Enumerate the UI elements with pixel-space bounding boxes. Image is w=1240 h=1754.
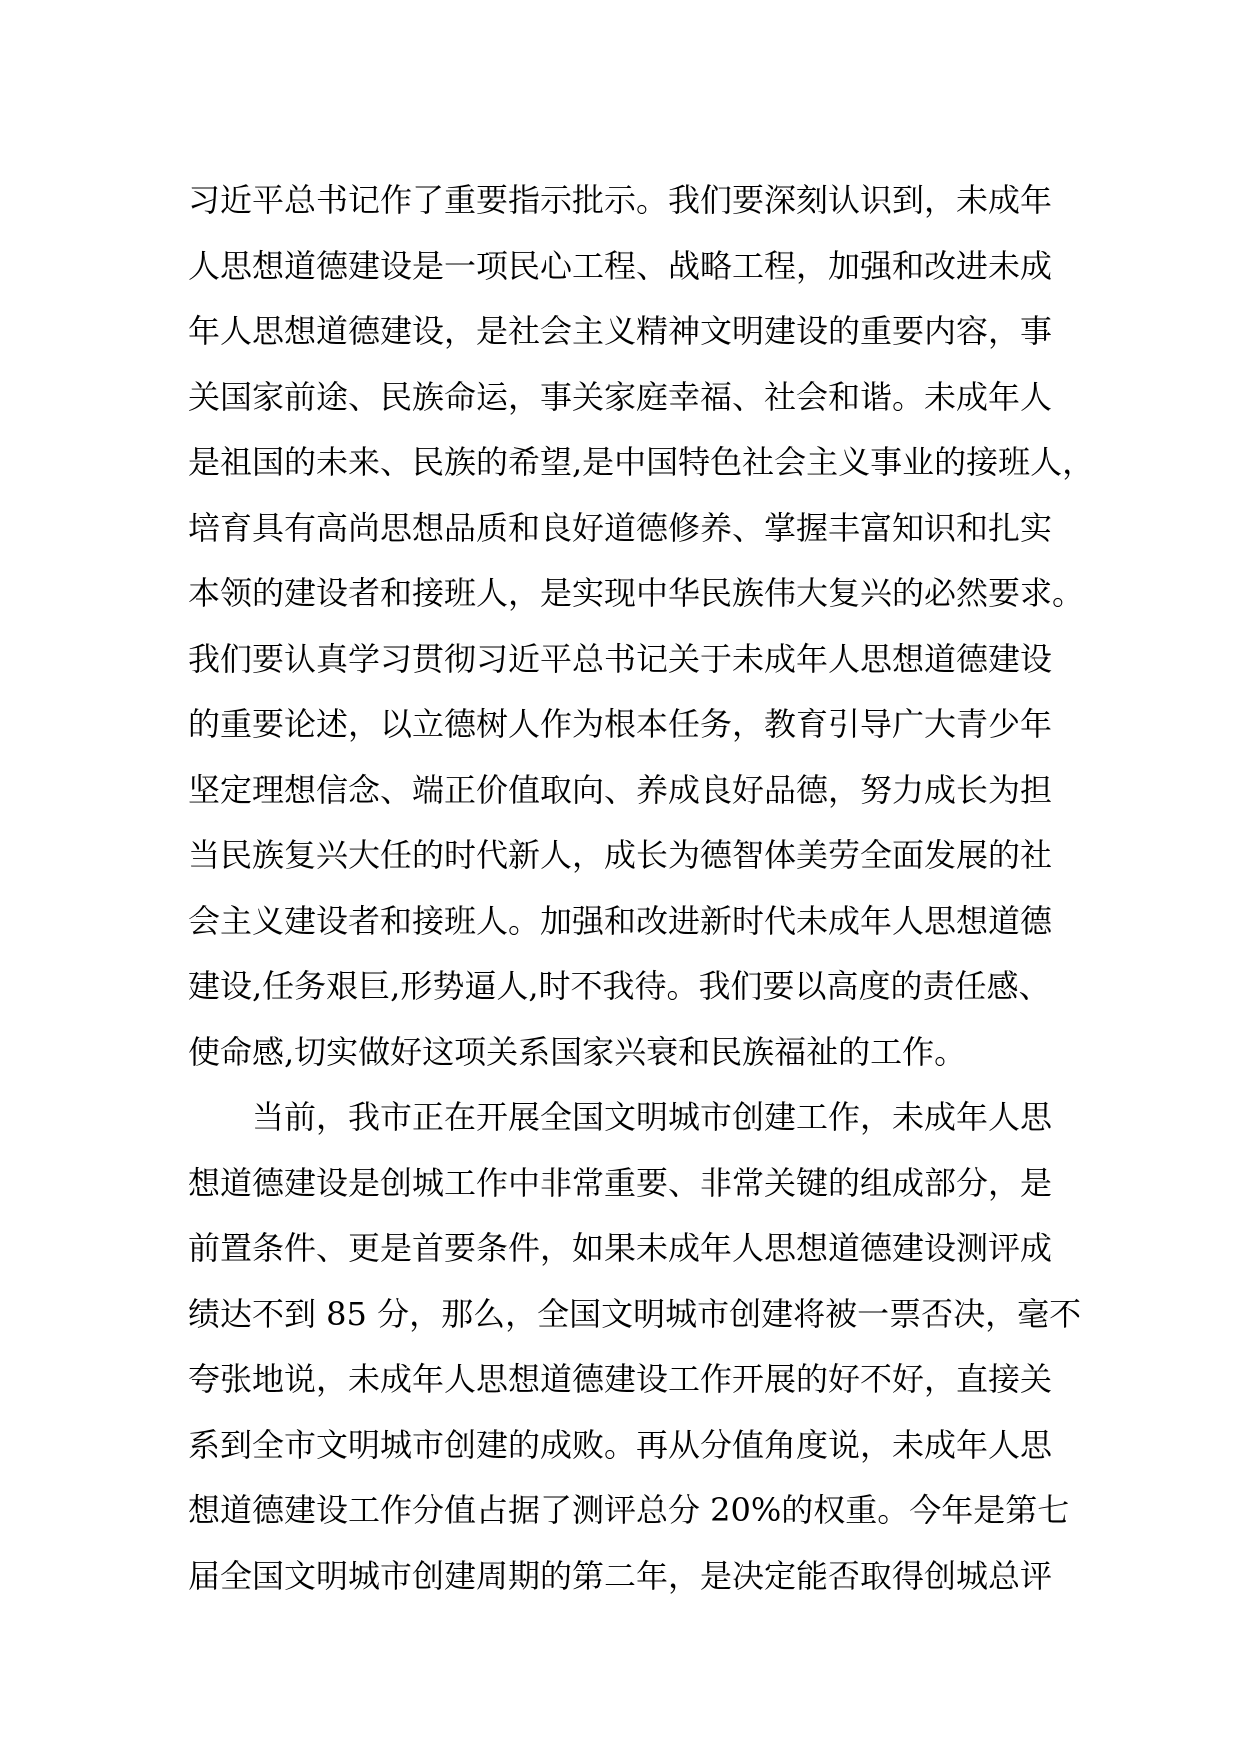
paragraph-1 — [188, 168, 1095, 1085]
text-line: 的重要论述，以立德树人作为根本任务，教育引导广大青少年 — [188, 705, 1053, 743]
text-line: 会主义建设者和接班人。加强和改进新时代未成年人思想道德 — [188, 901, 1053, 940]
text-line: 培育具有高尚思想品质和良好道德修养、掌握丰富知识和扎实 — [188, 508, 1053, 547]
text-line: 想道德建设是创城工作中非常重要、非常关键的组成部分，是 — [188, 1163, 1053, 1202]
text-line: 建设,任务艰巨,形势逼人,时不我待。我们要以高度的责任感、 — [188, 967, 1051, 1005]
text-line: 绩达不到 85 分，那么，全国文明城市创建将被一票否决，毫不 — [188, 1294, 1082, 1333]
text-line: 使命感,切实做好这项关系国家兴衰和民族福祉的工作。 — [188, 1032, 967, 1071]
text-line: 我们要认真学习贯彻习近平总书记关于未成年人思想道德建设 — [188, 639, 1053, 678]
text-line: 当民族复兴大任的时代新人，成长为德智体美劳全面发展的社 — [188, 836, 1053, 874]
text-line: 是祖国的未来、民族的希望,是中国特色社会主义事业的接班人， — [188, 443, 1095, 481]
text-line: 想道德建设工作分值占据了测评总分 20%的权重。今年是第七 — [188, 1491, 1070, 1529]
text-line: 年人思想道德建设，是社会主义精神文明建设的重要内容，事 — [188, 312, 1053, 350]
text-line: 坚定理想信念、端正价值取向、养成良好品德，努力成长为担 — [188, 770, 1053, 809]
text-line: 本领的建设者和接班人，是实现中华民族伟大复兴的必然要求。 — [188, 574, 1085, 612]
text-line: 关国家前途、民族命运，事关家庭幸福、社会和谐。未成年人 — [188, 377, 1053, 416]
text-line: 习近平总书记作了重要指示批示。我们要深刻认识到，未成年 — [188, 181, 1053, 219]
text-line: 系到全市文明城市创建的成败。再从分值角度说，未成年人思 — [188, 1425, 1053, 1464]
paragraph-2 — [188, 1085, 1088, 1609]
text-line: 人思想道德建设是一项民心工程、战略工程，加强和改进未成 — [188, 246, 1053, 285]
text-line: 当前，我市正在开展全国文明城市创建工作，未成年人思 — [252, 1098, 1053, 1136]
text-line: 夸张地说，未成年人思想道德建设工作开展的好不好，直接关 — [188, 1360, 1053, 1398]
text-line: 届全国文明城市创建周期的第二年，是决定能否取得创城总评 — [188, 1556, 1053, 1595]
text-line: 前置条件、更是首要条件，如果未成年人思想道德建设测评成 — [188, 1229, 1053, 1267]
